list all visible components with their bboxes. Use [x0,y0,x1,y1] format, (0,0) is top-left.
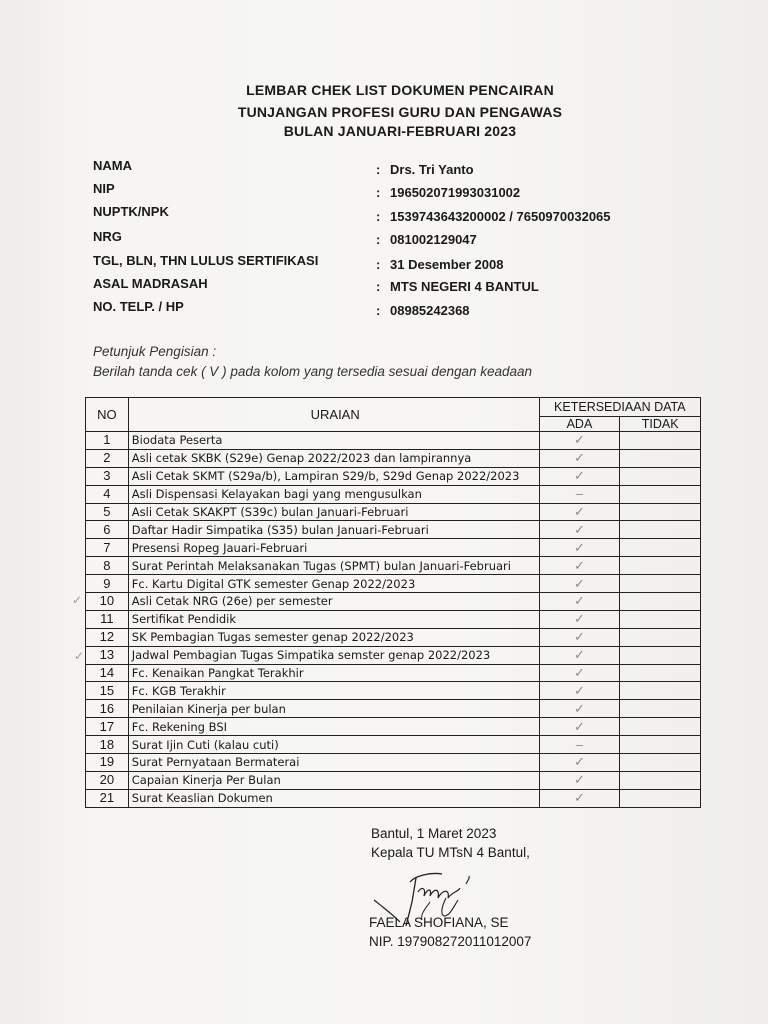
table-row [86,682,701,700]
row-number: 17 [86,718,129,736]
value-nama: Drs. Tri Yanto [390,162,474,177]
check-mark-icon: ✓ [573,557,585,573]
dash-mark-icon: – [575,736,584,752]
ada-cell [539,789,620,807]
row-uraian: Capaian Kinerja Per Bulan [128,771,539,789]
label-asal-madrasah: ASAL MADRASAH [93,276,208,291]
tidak-cell [620,521,701,539]
table-row [86,557,701,575]
table-row [86,628,701,646]
title-line-2: TUNJANGAN PROFESI GURU DAN PENGAWAS [237,104,563,120]
table-row [86,575,701,593]
header-ada: ADA [539,417,620,432]
check-mark-icon: ✓ [573,629,585,645]
ada-cell [539,432,620,450]
tidak-cell [620,789,701,807]
row-number: 9 [86,575,129,593]
colon: : [376,185,381,200]
header-ketersediaan: KETERSEDIAAN DATA [539,398,700,417]
ada-cell [539,771,620,789]
row-uraian: Surat Keaslian Dokumen [128,789,539,807]
row-number: 19 [86,754,129,772]
colon: : [376,279,381,294]
ada-cell [539,700,620,718]
check-mark-icon: ✓ [573,611,585,627]
row-uraian: Asli Cetak NRG (26e) per semester [128,593,539,611]
ada-cell [539,557,620,575]
ada-cell [539,521,620,539]
dash-mark-icon: – [575,486,584,502]
tidak-cell [620,646,701,664]
check-mark-icon: ✓ [573,718,585,734]
row-number: 10 [86,593,129,611]
table-row [86,485,701,503]
tidak-cell [620,754,701,772]
ada-cell [539,736,620,754]
check-mark-icon: ✓ [573,700,585,716]
ada-cell [539,503,620,521]
tidak-cell [620,432,701,450]
ada-cell [539,539,620,557]
tidak-cell [620,682,701,700]
check-mark-icon: ✓ [573,593,585,609]
colon: : [376,162,381,177]
check-mark-icon: ✓ [573,772,585,788]
tidak-cell [620,718,701,736]
check-mark-icon: ✓ [573,450,585,466]
row-uraian: Asli cetak SKBK (S29e) Genap 2022/2023 dan lampirannya [128,449,539,467]
signer-name: FAELA SHOFIANA, SE [369,915,509,930]
label-nrg: NRG [93,229,122,244]
row-number: 13 [86,646,129,664]
row-uraian: Jadwal Pembagian Tugas Simpatika semster genap 2022/2023 [128,646,539,664]
table-row [86,771,701,789]
header-uraian: URAIAN [128,398,539,432]
tidak-cell [620,736,701,754]
tidak-cell [620,628,701,646]
ada-cell [539,449,620,467]
row-uraian: Asli Cetak SKMT (S29a/b), Lampiran S29/b, S29d Genap 2022/2023 [128,467,539,485]
row-number: 12 [86,628,129,646]
colon: : [376,257,381,272]
tidak-cell [620,664,701,682]
table-row [86,736,701,754]
check-mark-icon: ✓ [573,754,585,770]
row-number: 20 [86,771,129,789]
row-uraian: Fc. Kartu Digital GTK semester Genap 2022/2023 [128,575,539,593]
value-asal-madrasah: MTS NEGERI 4 BANTUL [390,279,539,294]
label-nip: NIP [93,181,115,196]
table-row [86,593,701,611]
label-nama: NAMA [93,158,132,173]
row-uraian: Fc. Kenaikan Pangkat Terakhir [128,664,539,682]
ada-cell [539,628,620,646]
table-row [86,432,701,450]
tidak-cell [620,610,701,628]
tidak-cell [620,700,701,718]
table-row [86,503,701,521]
row-uraian: Fc. KGB Terakhir [128,682,539,700]
place-date: Bantul, 1 Maret 2023 [371,826,497,841]
check-mark-icon: ✓ [573,575,585,591]
row-number: 1 [86,432,129,450]
tidak-cell [620,449,701,467]
ada-cell [539,682,620,700]
header-tidak: TIDAK [620,417,701,432]
label-telp: NO. TELP. / HP [93,299,184,314]
ada-cell [539,664,620,682]
table-row [86,467,701,485]
row-uraian: Daftar Hadir Simpatika (S35) bulan Januari-Februari [128,521,539,539]
colon: : [376,303,381,318]
ada-cell [539,575,620,593]
check-mark-icon: ✓ [573,665,585,681]
tidak-cell [620,539,701,557]
row-uraian: Penilaian Kinerja per bulan [128,700,539,718]
row-uraian: Biodata Peserta [128,432,539,450]
ada-cell [539,467,620,485]
row-number: 4 [86,485,129,503]
row-number: 15 [86,682,129,700]
signer-position: Kepala TU MTsN 4 Bantul, [371,845,530,860]
row-uraian: Sertifikat Pendidik [128,610,539,628]
row-number: 3 [86,467,129,485]
tidak-cell [620,593,701,611]
table-row [86,610,701,628]
tidak-cell [620,485,701,503]
signer-nip: NIP. 197908272011012007 [369,934,532,949]
table-row [86,449,701,467]
ada-cell [539,485,620,503]
margin-check-mark: ✓ [72,593,83,607]
label-nuptk: NUPTK/NPK [93,204,169,219]
check-mark-icon: ✓ [573,790,585,806]
row-uraian: Surat Perintah Melaksanakan Tugas (SPMT) bulan Januari-Februari [128,557,539,575]
table-row [86,664,701,682]
header-no: NO [86,398,129,432]
ada-cell [539,754,620,772]
ada-cell [539,610,620,628]
title-line-1: LEMBAR CHEK LIST DOKUMEN PENCAIRAN [246,82,554,98]
row-number: 14 [86,664,129,682]
row-number: 5 [86,503,129,521]
table-row [86,718,701,736]
check-mark-icon: ✓ [573,521,585,537]
title-line-3: BULAN JANUARI-FEBRUARI 2023 [283,123,517,139]
row-number: 21 [86,789,129,807]
ada-cell [539,593,620,611]
table-row [86,539,701,557]
row-number: 6 [86,521,129,539]
row-number: 8 [86,557,129,575]
row-number: 2 [86,449,129,467]
label-tgl-lulus: TGL, BLN, THN LULUS SERTIFIKASI [93,253,319,268]
row-uraian: Fc. Rekening BSI [128,718,539,736]
table-row [86,521,701,539]
check-mark-icon: ✓ [573,468,585,484]
row-number: 11 [86,610,129,628]
row-uraian: SK Pembagian Tugas semester genap 2022/2023 [128,628,539,646]
checklist-body [86,432,701,808]
value-telp: 08985242368 [390,303,470,318]
tidak-cell [620,557,701,575]
petunjuk-heading: Petunjuk Pengisian : [93,344,217,359]
check-mark-icon: ✓ [573,539,585,555]
row-number: 18 [86,736,129,754]
petunjuk-text: Berilah tanda cek ( V ) pada kolom yang tersedia sesuai dengan keadaan [93,364,533,379]
margin-check-mark: ✓ [74,649,85,663]
table-row [86,789,701,807]
row-number: 16 [86,700,129,718]
check-mark-icon: ✓ [573,682,585,698]
check-mark-icon: ✓ [573,432,585,448]
tidak-cell [620,575,701,593]
row-uraian: Presensi Ropeg Jauari-Februari [128,539,539,557]
tidak-cell [620,503,701,521]
table-row [86,700,701,718]
table-row [86,754,701,772]
tidak-cell [620,467,701,485]
colon: : [376,232,381,247]
row-uraian: Asli Cetak SKAKPT (S39c) bulan Januari-Februari [128,503,539,521]
ada-cell [539,646,620,664]
row-uraian: Asli Dispensasi Kelayakan bagi yang mengusulkan [128,485,539,503]
check-mark-icon: ✓ [573,647,585,663]
ada-cell [539,718,620,736]
tidak-cell [620,771,701,789]
value-nrg: 081002129047 [390,232,477,247]
check-mark-icon: ✓ [573,504,585,519]
row-uraian: Surat Pernyataan Bermaterai [128,754,539,772]
row-number: 7 [86,539,129,557]
value-nuptk: 1539743643200002 / 7650970032065 [390,209,611,224]
colon: : [376,209,381,224]
value-nip: 196502071993031002 [390,185,521,200]
value-tgl-lulus: 31 Desember 2008 [390,257,504,272]
row-uraian: Surat Ijin Cuti (kalau cuti) [128,736,539,754]
checklist-table [85,397,701,808]
table-row [86,646,701,664]
